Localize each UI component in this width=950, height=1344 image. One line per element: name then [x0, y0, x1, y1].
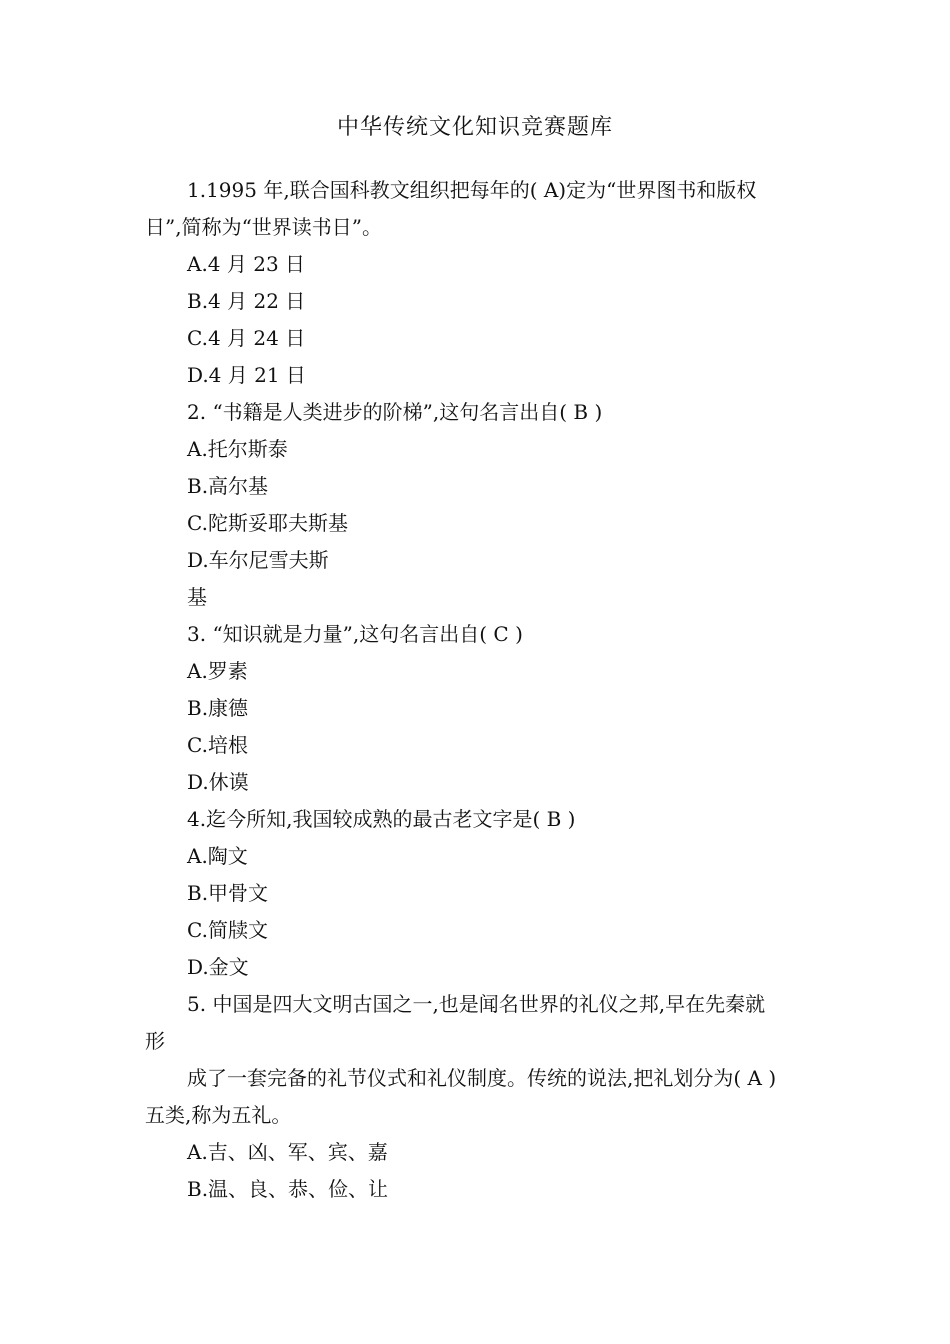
question-5-line-2: 形: [145, 1029, 165, 1053]
question-5-line-1: 5. 中国是四大文明古国之一,也是闻名世界的礼仪之邦,早在先秦就: [187, 992, 766, 1016]
question-5-line-4: 五类,称为五礼。: [145, 1103, 292, 1127]
question-5-line-3: 成了一套完备的礼节仪式和礼仪制度。传统的说法,把礼划分为( A ): [187, 1066, 777, 1090]
question-2-option-c: C.陀斯妥耶夫斯基: [187, 511, 348, 535]
question-5-option-b: B.温、良、恭、俭、让: [187, 1177, 389, 1201]
question-2-option-d-continued: 基: [187, 585, 207, 609]
question-4-option-c: C.简牍文: [187, 918, 268, 942]
question-3-option-a: A.罗素: [187, 659, 248, 683]
document-body: [145, 172, 825, 1208]
question-1-option-d: D.4 月 21 日: [187, 363, 306, 387]
question-3: 3. “知识就是力量”,这句名言出自( C ): [187, 622, 523, 646]
question-1-line-1: 1.1995 年,联合国科教文组织把每年的( A)定为“世界图书和版权: [187, 178, 757, 202]
question-3-option-c: C.培根: [187, 733, 248, 757]
question-1-option-b: B.4 月 22 日: [187, 289, 306, 313]
question-4-option-b: B.甲骨文: [187, 881, 269, 905]
question-2: 2. “书籍是人类进步的阶梯”,这句名言出自( B ): [187, 400, 603, 424]
question-3-option-b: B.康德: [187, 696, 249, 720]
question-2-option-a: A.托尔斯泰: [187, 437, 288, 461]
question-1-line-2: 日”,简称为“世界读书日”。: [145, 215, 383, 239]
question-4-option-d: D.金文: [187, 955, 249, 979]
question-4: 4.迄今所知,我国较成熟的最古老文字是( B ): [187, 807, 576, 831]
document-title: 中华传统文化知识竞赛题库: [336, 115, 613, 140]
question-2-option-b: B.高尔基: [187, 474, 269, 498]
question-4-option-a: A.陶文: [187, 844, 248, 868]
question-5-option-a: A.吉、凶、军、宾、嘉: [187, 1140, 388, 1164]
question-3-option-d: D.休谟: [187, 770, 249, 794]
question-1-option-c: C.4 月 24 日: [187, 326, 306, 350]
question-1-option-a: A.4 月 23 日: [187, 252, 306, 276]
question-2-option-d: D.车尔尼雪夫斯: [187, 548, 329, 572]
